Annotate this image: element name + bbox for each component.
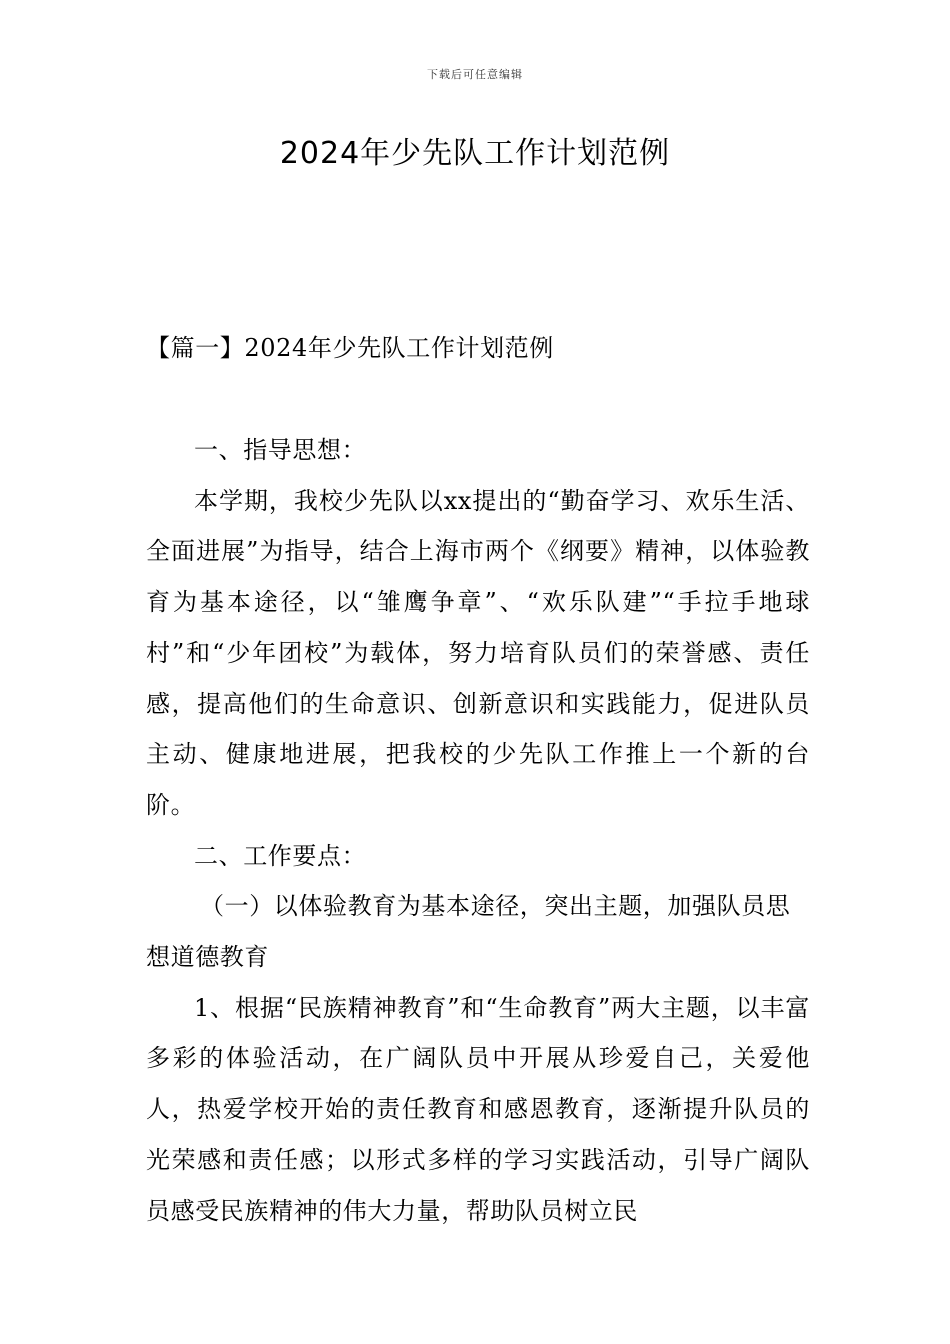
paragraph-guiding-thought: 本学期，我校少先队以xx提出的“勤奋学习、欢乐生活、全面进展”为指导，结合上海市两个《纲要》精神，以体验教育为基本途径，以“雏鹰争章”、“欢乐队建”“手拉手地球村”和“少年团校”为载体，努力培育队员们的荣誉感、责任感，提高他们的生命意识、创新意识和实践能力，促进队员主动、健康地进展，把我校的少先队工作推上一个新的台阶。 — [146, 486, 810, 819]
paragraph-national-spirit: 1、根据“民族精神教育”和“生命教育”两大主题，以丰富多彩的体验活动，在广阔队员中开展从珍爱自己，关爱他人，热爱学校开始的责任教育和感恩教育，逐渐提升队员的光荣感和责任感；以形式多样的学习实践活动，引导广阔队员感受民族精神的伟大力量，帮助队员树立民 — [146, 993, 810, 1225]
header-note: 下载后可任意编辑 — [427, 68, 523, 81]
document-body — [146, 425, 810, 1236]
heading-guiding-thought: 一、指导思想： — [194, 436, 367, 464]
section-heading: 【篇一】2024年少先队工作计划范例 — [146, 334, 554, 362]
heading-work-points: 二、工作要点： — [194, 841, 367, 870]
document-title: 2024年少先队工作计划范例 — [279, 136, 671, 171]
subheading-experience-education: （一）以体验教育为基本途径，突出主题，加强队员思想道德教育 — [146, 892, 791, 972]
